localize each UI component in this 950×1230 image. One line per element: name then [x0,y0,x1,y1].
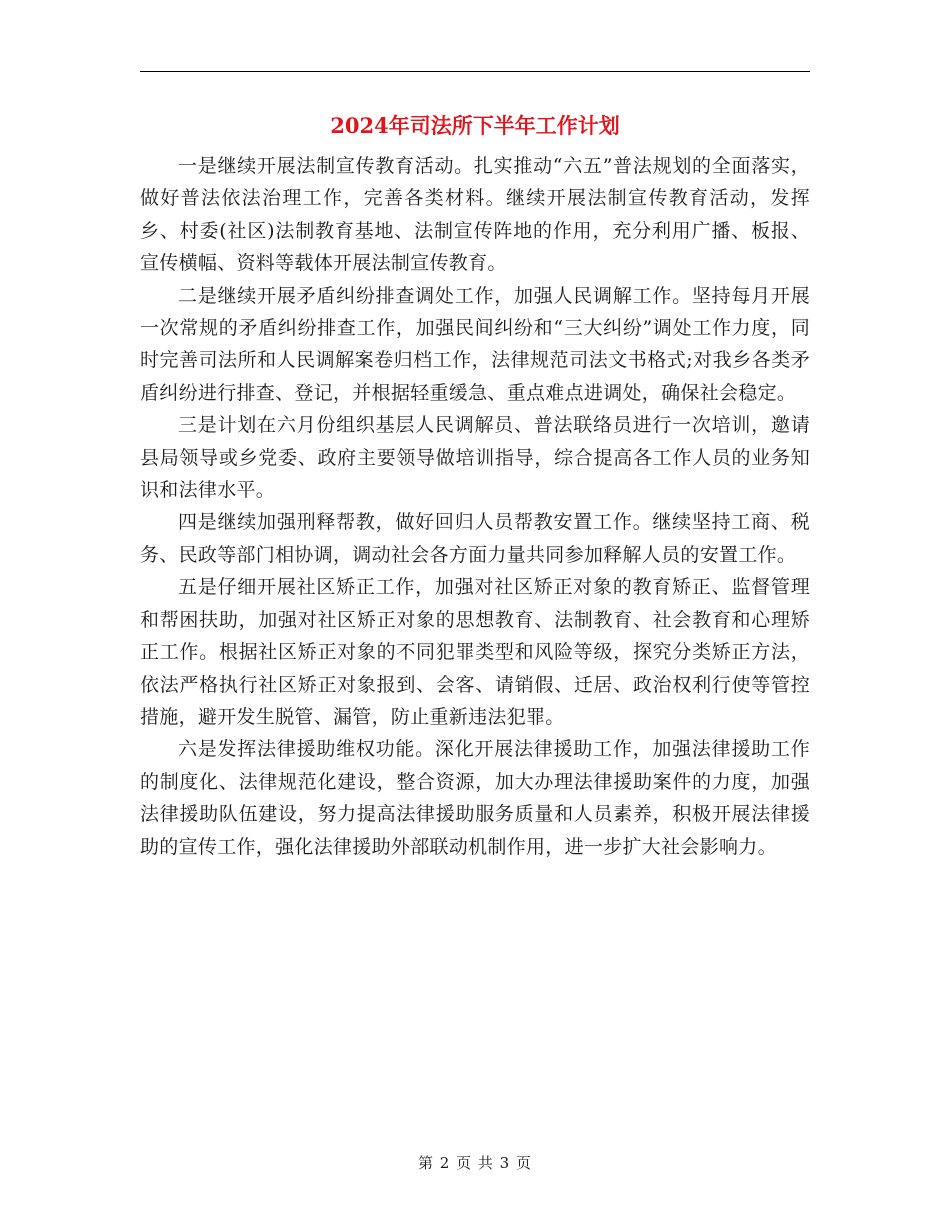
paragraph-2: 二是继续开展矛盾纠纷排查调处工作，加强人民调解工作。坚持每月开展一次常规的矛盾纠纷排查工作，加强民间纠纷和“三大纠纷”调处工作力度，同时完善司法所和人民调解案卷归档工作，法律规范司法文书格式;对我乡各类矛盾纠纷进行排查、登记，并根据轻重缓急、重点难点进调处，确保社会稳定。 [140,284,810,404]
page-number-footer: 第 2 页 共 3 页 [418,1154,532,1172]
paragraph-6: 六是发挥法律援助维权功能。深化开展法律援助工作，加强法律援助工作的制度化、法律规范化建设，整合资源，加大办理法律援助案件的力度，加强法律援助队伍建设，努力提高法律援助服务质量和人员素养，积极开展法律援助的宣传工作，强化法律援助外部联动机制作用，进一步扩大社会影响力。 [140,738,810,858]
paragraph-4: 四是继续加强刑释帮教，做好回归人员帮教安置工作。继续坚持工商、税务、民政等部门相协调，调动社会各方面力量共同参加释解人员的安置工作。 [140,511,810,566]
document-body [140,150,810,863]
paragraph-3: 三是计划在六月份组织基层人民调解员、普法联络员进行一次培训，邀请县局领导或乡党委、政府主要领导做培训指导，综合提高各工作人员的业务知识和法律水平。 [140,414,810,502]
paragraph-1: 一是继续开展法制宣传教育活动。扎实推动“六五”普法规划的全面落实，做好普法依法治理工作，完善各类材料。继续开展法制宣传教育活动，发挥乡、村委(社区)法制教育基地、法制宣传阵地的作用，充分利用广播、板报、宣传横幅、资料等载体开展法制宣传教育。 [140,155,810,275]
document-title: 2024年司法所下半年工作计划 [330,113,620,138]
paragraph-5: 五是仔细开展社区矫正工作，加强对社区矫正对象的教育矫正、监督管理和帮困扶助，加强对社区矫正对象的思想教育、法制教育、社会教育和心理矫正工作。根据社区矫正对象的不同犯罪类型和风险等级，探究分类矫正方法，依法严格执行社区矫正对象报到、会客、请销假、迁居、政治权利行使等管控措施，避开发生脱管、漏管，防止重新违法犯罪。 [140,576,810,728]
header-rule [140,71,810,72]
